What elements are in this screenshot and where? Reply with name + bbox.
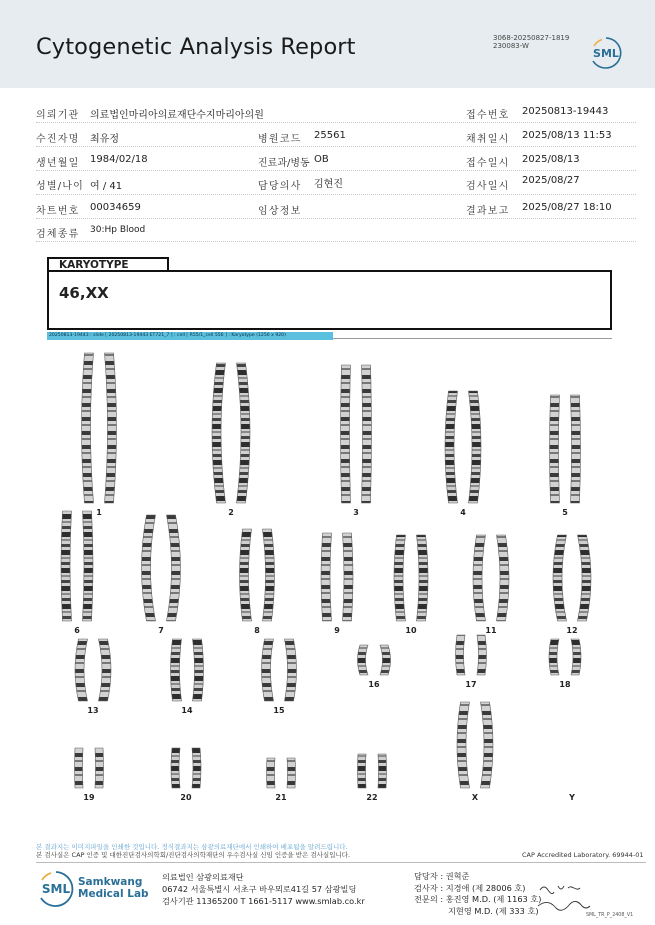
chromosome-label-5: 5 (562, 508, 568, 517)
chromosome-2-b (237, 363, 251, 503)
exam-date-label: 검사일시 (466, 181, 510, 192)
chromosome-15-b (285, 639, 297, 701)
chromosome-pair-4 (445, 391, 481, 503)
chromosome-label-Y: Y (569, 793, 575, 802)
report-id (493, 34, 569, 50)
collection-label: 채취일시 (466, 134, 510, 145)
chromosome-pair-12 (553, 535, 591, 621)
specimen-label: 검체종류 (36, 229, 80, 240)
chromosome-10-a (394, 535, 406, 621)
staff-specialist-2: 지현영 M.D. (제 333 호) (448, 905, 539, 916)
chromosome-pair-10 (394, 535, 428, 621)
chromosome-19-a (75, 748, 84, 788)
clinical-label: 임상정보 (258, 206, 302, 217)
chromosome-12-b (578, 535, 592, 621)
chromosome-pair-9 (321, 533, 353, 621)
chromosome-2-a (212, 363, 226, 503)
info-separator (36, 194, 636, 195)
doctor-label: 담당의사 (258, 181, 302, 192)
slide-info-bar: 20250813-19443 : slide [ 20250813-19443 ET721_7 ] : cell [ R55/1_cell 556 ] : Karyotype (1256 x 920) (47, 332, 333, 340)
chromosome-18-b (571, 639, 581, 675)
chromosome-pair-7 (142, 515, 181, 621)
chromosome-20-a (171, 748, 180, 788)
karyotype-box (47, 270, 612, 330)
chart-no-label: 차트번호 (36, 206, 80, 217)
chromosome-4-b (469, 391, 482, 503)
chromosome-22-a (358, 754, 367, 788)
info-row-6 (36, 225, 636, 249)
chromosome-pair-18 (549, 639, 581, 675)
chromosome-3-b (362, 365, 372, 503)
chromosome-label-4: 4 (460, 508, 466, 517)
chromosome-label-1: 1 (96, 508, 102, 517)
hospital-code-label: 병원코드 (258, 134, 302, 145)
name-value: 최유정 (90, 134, 119, 145)
chromosome-label-7: 7 (158, 626, 164, 635)
chromosome-pair-X (457, 702, 493, 788)
chromosome-7-b (167, 515, 181, 621)
chromosome-label-14: 14 (181, 706, 193, 715)
chromosome-6-a (61, 511, 72, 621)
slide-info-divider (333, 338, 612, 339)
karyotype-tab: KARYOTYPE (47, 257, 169, 271)
chromosome-pair-14 (171, 639, 204, 701)
name-label: 수진자명 (36, 134, 80, 145)
result-value: 2025/08/27 18:10 (522, 202, 612, 213)
chromosome-label-9: 9 (334, 626, 340, 635)
chromosome-13-b (99, 639, 112, 701)
logo-text: SML (593, 47, 619, 60)
receipt-date-label: 접수일시 (466, 158, 510, 169)
receipt-no-value: 20250813-19443 (522, 106, 609, 117)
chart-no-value: 00034659 (90, 202, 141, 213)
info-row-2 (36, 130, 636, 154)
chromosome-pair-16 (358, 645, 391, 675)
chromosome-pair-20 (171, 748, 201, 788)
chromosome-X-b (481, 702, 494, 788)
chromosome-label-16: 16 (368, 680, 380, 689)
chromosome-6-b (83, 511, 94, 621)
chromosome-label-19: 19 (83, 793, 95, 802)
info-separator (36, 122, 636, 123)
staff-manager: 담당자 : 권혁준 (414, 871, 470, 881)
chromosome-11-a (473, 535, 486, 621)
chromosome-pair-1 (82, 353, 117, 503)
form-code: SML_TR_P_2408_V1 (586, 913, 634, 918)
chromosome-14-a (171, 639, 182, 701)
chromosome-label-8: 8 (254, 626, 260, 635)
lab-address (162, 871, 365, 907)
chromosome-pair-11 (473, 535, 509, 621)
brand-name (78, 876, 149, 900)
chromosome-13-a (75, 639, 88, 701)
contact: 검사기관 11365200 T 1661-5117 www.smlab.co.kr (162, 896, 365, 906)
chromosome-label-13: 13 (87, 706, 99, 715)
chromosome-pair-6 (61, 511, 93, 621)
info-separator (36, 146, 636, 147)
chromosome-21-a (267, 758, 276, 788)
staff-specialist-1: 전문의 : 홍진영 M.D. (제 1163 호) (414, 894, 542, 904)
chromosome-label-6: 6 (74, 626, 80, 635)
dob-value: 1984/02/18 (90, 154, 148, 165)
result-label: 결과보고 (466, 206, 510, 217)
receipt-no-label: 접수번호 (466, 110, 510, 121)
org-name: 의료법인 삼광의료재단 (162, 872, 244, 882)
sex-age-label: 성별/나이 (36, 181, 85, 192)
karyogram-image (40, 345, 640, 815)
footer-note-cap: 본 검사실은 CAP 인증 및 대한진단검사의학회/진단검사의학재단의 우수검사실 신임 인증을 받은 검사실입니다. (36, 851, 351, 859)
chromosome-label-X: X (471, 793, 479, 802)
chromosome-label-20: 20 (180, 793, 192, 802)
address: 06742 서울특별시 서초구 바우뫼로41길 57 삼광빌딩 (162, 884, 357, 894)
chromosome-label-17: 17 (465, 680, 477, 689)
chromosome-10-b (417, 535, 429, 621)
chromosome-11-b (497, 535, 510, 621)
chromosome-15-a (262, 639, 274, 701)
chromosome-5-b (571, 395, 581, 503)
footer-divider (36, 862, 646, 863)
logo-text: SML (41, 882, 71, 896)
info-row-5 (36, 202, 636, 226)
chromosome-pair-5 (550, 395, 581, 503)
receipt-date-value: 2025/08/13 (522, 154, 580, 165)
chromosome-16-b (380, 645, 391, 675)
chromosome-7-a (142, 515, 156, 621)
chromosome-8-b (263, 529, 275, 621)
sml-logo-icon (36, 869, 76, 909)
info-separator (36, 218, 636, 219)
chromosome-9-b (343, 533, 354, 621)
chromosome-21-b (287, 758, 296, 788)
chromosome-pair-13 (75, 639, 111, 701)
staff-list (414, 871, 541, 917)
chromosome-label-11: 11 (485, 626, 497, 635)
footer-note-image: 본 결과지는 이미지파일을 인쇄한 것입니다. 정식결과지는 삼광의료재단에서 인쇄하여 배포됨을 알려드립니다. (36, 843, 348, 851)
cap-accreditation: CAP Accredited Laboratory. 69944-01 (522, 851, 644, 859)
chromosome-label-3: 3 (353, 508, 359, 517)
info-row-4 (36, 177, 636, 201)
sex-age-value: 여 / 41 (90, 181, 123, 192)
institution-label: 의뢰기관 (36, 110, 80, 121)
chromosome-22-b (378, 754, 387, 788)
chromosome-14-b (193, 639, 204, 701)
chromosome-pair-22 (358, 754, 387, 788)
chromosome-16-a (358, 645, 369, 675)
chromosome-1-b (105, 353, 117, 503)
doctor-value: 김현진 (314, 179, 343, 190)
chromosome-label-15: 15 (273, 706, 285, 715)
chromosome-1-a (82, 353, 94, 503)
chromosome-9-a (321, 533, 332, 621)
chromosome-label-10: 10 (405, 626, 417, 635)
chromosome-label-2: 2 (228, 508, 234, 517)
info-separator (36, 241, 636, 242)
institution-value: 의료법인마리아의료재단수지마리아의원 (90, 110, 264, 121)
chromosome-label-12: 12 (566, 626, 578, 635)
chromosome-5-a (550, 395, 560, 503)
chromosome-12-a (553, 535, 567, 621)
dob-label: 생년월일 (36, 158, 80, 169)
chromosome-20-b (192, 748, 201, 788)
chromosome-pair-8 (240, 529, 275, 621)
dept-value: OB (314, 154, 329, 165)
brand-line1: Samkwang (78, 876, 143, 888)
info-row-1 (36, 106, 636, 130)
footer-notes (36, 843, 350, 859)
exam-date-value: 2025/08/27 (522, 175, 580, 186)
chromosome-pair-3 (341, 365, 372, 503)
chromosome-19-b (95, 748, 104, 788)
report-header (0, 0, 655, 88)
collection-value: 2025/08/13 11:53 (522, 130, 612, 141)
karyotype-result: 46,XX (59, 284, 109, 302)
chromosome-pair-17 (456, 635, 487, 675)
chromosome-label-22: 22 (366, 793, 378, 802)
chromosome-label-18: 18 (559, 680, 571, 689)
chromosome-17-b (477, 635, 487, 675)
hospital-code-value: 25561 (314, 130, 346, 141)
dept-label: 진료과/병동 (258, 158, 310, 169)
sml-logo-icon (588, 36, 624, 70)
report-title: Cytogenetic Analysis Report (36, 34, 356, 60)
chromosome-17-a (456, 635, 466, 675)
signature-icon (536, 880, 592, 914)
info-separator (36, 170, 636, 171)
specimen-value: 30:Hp Blood (90, 225, 146, 235)
chromosome-pair-2 (212, 363, 250, 503)
chromosome-pair-21 (267, 758, 296, 788)
staff-tester: 검사자 : 지경애 (제 28006 호) (414, 882, 526, 893)
chromosome-pair-19 (75, 748, 104, 788)
report-id-line2: 230083-W (493, 42, 529, 50)
chromosome-18-a (549, 639, 559, 675)
chromosome-X-a (457, 702, 470, 788)
brand-line2: Medical Lab (78, 888, 149, 900)
chromosome-8-a (240, 529, 252, 621)
chromosome-4-a (445, 391, 458, 503)
report-id-line1: 3068-20250827-1819 (493, 34, 570, 42)
chromosome-pair-15 (262, 639, 297, 701)
chromosome-label-21: 21 (275, 793, 287, 802)
chromosome-3-a (341, 365, 351, 503)
